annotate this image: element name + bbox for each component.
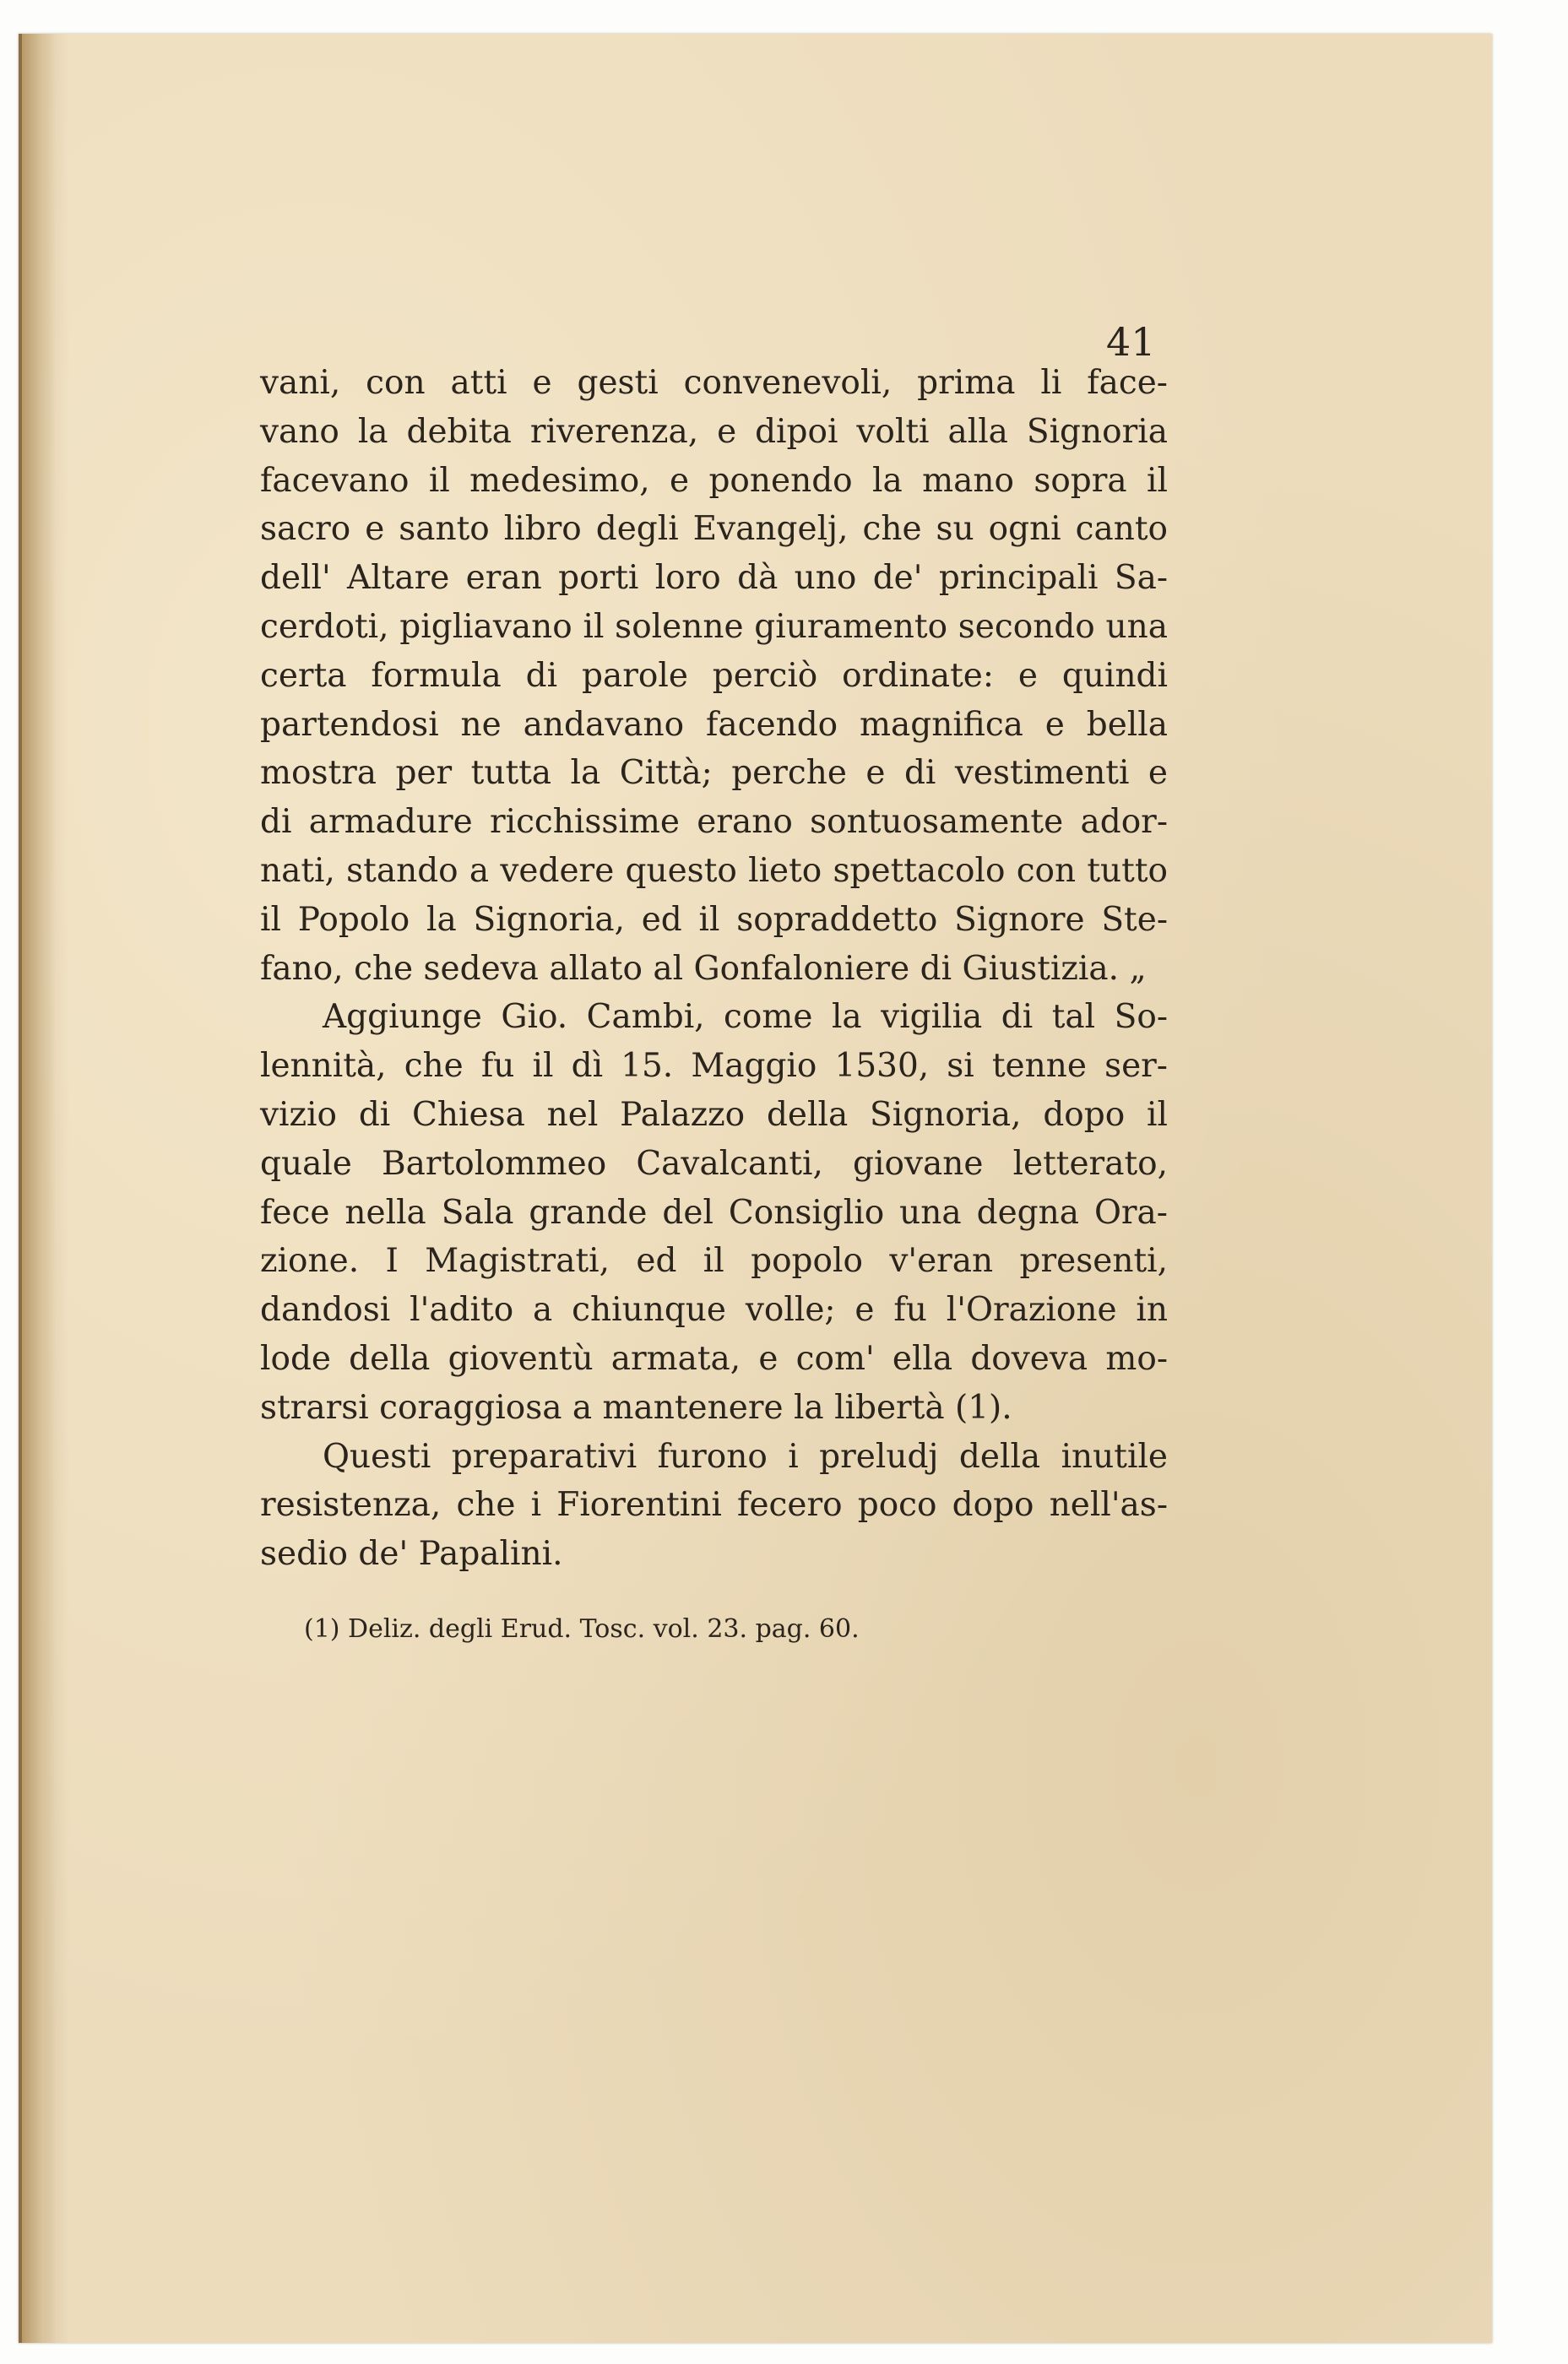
text-line: facevano il medesimo, e ponendo la mano sopra il xyxy=(260,461,1168,500)
text-line: quale Bartolommeo Cavalcanti, giovane letterato, xyxy=(260,1144,1168,1183)
binding-edge xyxy=(19,34,56,2343)
text-line: sedio de' Papalini. xyxy=(260,1535,563,1574)
text-line: partendosi ne andavano facendo magnifica e bella xyxy=(260,705,1168,744)
paragraph xyxy=(260,993,1168,1432)
text-line: certa formula di parole perciò ordinate: e quindi xyxy=(260,656,1168,695)
text-line: vano la debita riverenza, e dipoi volti alla Signoria xyxy=(260,412,1168,451)
text-line: resistenza, che i Fiorentini fecero poco dopo nell'as- xyxy=(260,1486,1168,1525)
paragraph xyxy=(260,359,1168,993)
text-line: Aggiunge Gio. Cambi, come la vigilia di tal So- xyxy=(323,998,1168,1037)
text-line: fece nella Sala grande del Consiglio una degna Ora- xyxy=(260,1193,1168,1232)
text-line: dell' Altare eran porti loro dà uno de' principali Sa- xyxy=(260,559,1168,598)
text-line: mostra per tutta la Città; perche e di vestimenti e xyxy=(260,754,1168,793)
body-text xyxy=(260,359,1168,1579)
text-line: zione. I Magistrati, ed il popolo v'eran presenti, xyxy=(260,1242,1168,1281)
text-line: dandosi l'adito a chiunque volle; e fu l'Orazione in xyxy=(260,1291,1168,1330)
text-line: strarsi coraggiosa a mantenere la libertà (1). xyxy=(260,1388,1012,1427)
text-line: fano, che sedeva allato al Gonfaloniere di Giustizia. „ xyxy=(260,949,1147,988)
paragraph xyxy=(260,1433,1168,1579)
text-line: vani, con atti e gesti convenevoli, prima li face- xyxy=(260,364,1168,402)
text-line: cerdoti, pigliavano il solenne giuramento secondo una xyxy=(260,607,1168,646)
footnote: (1) Deliz. degli Erud. Tosc. vol. 23. pag. 60. xyxy=(304,1614,860,1644)
text-line: sacro e santo libro degli Evangelj, che su ogni canto xyxy=(260,510,1168,549)
page-number: 41 xyxy=(1106,319,1156,365)
text-line: nati, stando a vedere questo lieto spettacolo con tutto xyxy=(260,851,1168,890)
text-line: lennità, che fu il dì 15. Maggio 1530, si tenne ser- xyxy=(260,1047,1168,1086)
text-line: il Popolo la Signoria, ed il sopraddetto Signore Ste- xyxy=(260,900,1168,939)
text-line: lode della gioventù armata, e com' ella doveva mo- xyxy=(260,1339,1168,1378)
text-line: Questi preparativi furono i preludj della inutile xyxy=(323,1437,1168,1476)
text-line: vizio di Chiesa nel Palazzo della Signoria, dopo il xyxy=(260,1095,1168,1134)
text-line: di armadure ricchissime erano sontuosamente ador- xyxy=(260,803,1168,842)
